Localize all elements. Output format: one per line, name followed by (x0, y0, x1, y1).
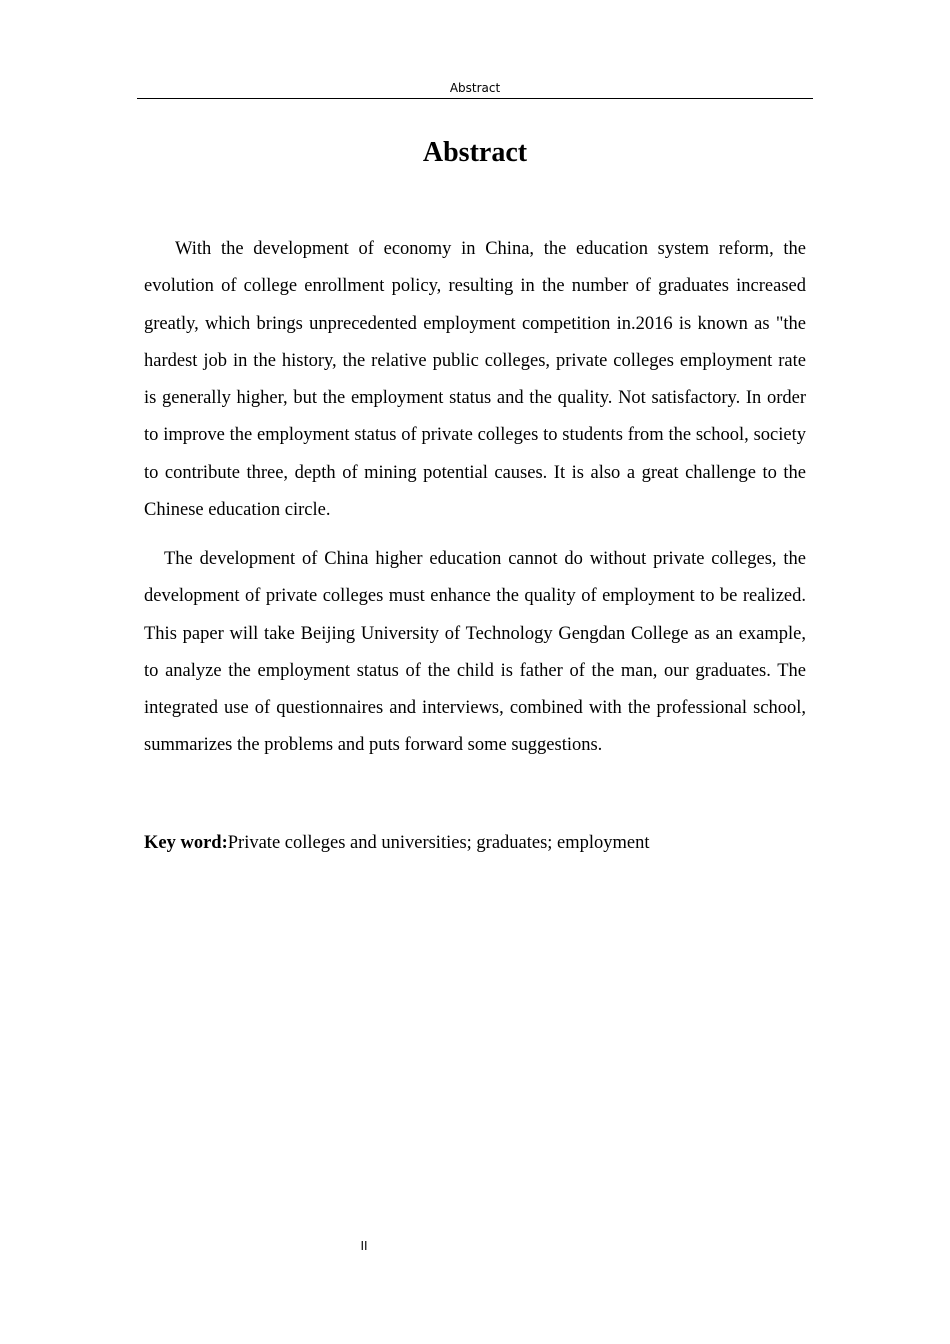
abstract-paragraph-1: With the development of economy in China, the education system reform, the evolution of college enrollment policy, resulting in the number of graduates increased greatly, which brings unprecedented employment competition in.2016 is known as "the hardest job in the history, the relative public colleges, private colleges employment rate is generally higher, but the employment status and the quality. Not satisfactory. In order to improve the employment status of private colleges to students from the school, society to contribute three, depth of mining potential causes. It is also a great challenge to the Chinese education circle. (144, 239, 806, 521)
keywords-line (144, 826, 806, 860)
keywords-label: Key word: (144, 833, 228, 853)
abstract-paragraph-2: The development of China higher education cannot do without private colleges, the development of private colleges must enhance the quality of employment to be realized. This paper will take Beijing University of Technology Gengdan College as an example, to analyze the employment status of the child is father of the man, our graduates. The integrated use of questionnaires and interviews, combined with the professional school, summarizes the problems and puts forward some suggestions. (144, 549, 806, 756)
page-title: Abstract (422, 137, 528, 168)
running-header-title: Abstract (449, 81, 501, 95)
running-header (137, 80, 813, 99)
keywords-value: Private colleges and universities; graduates; employment (227, 833, 650, 853)
page-number: II (360, 1239, 368, 1253)
